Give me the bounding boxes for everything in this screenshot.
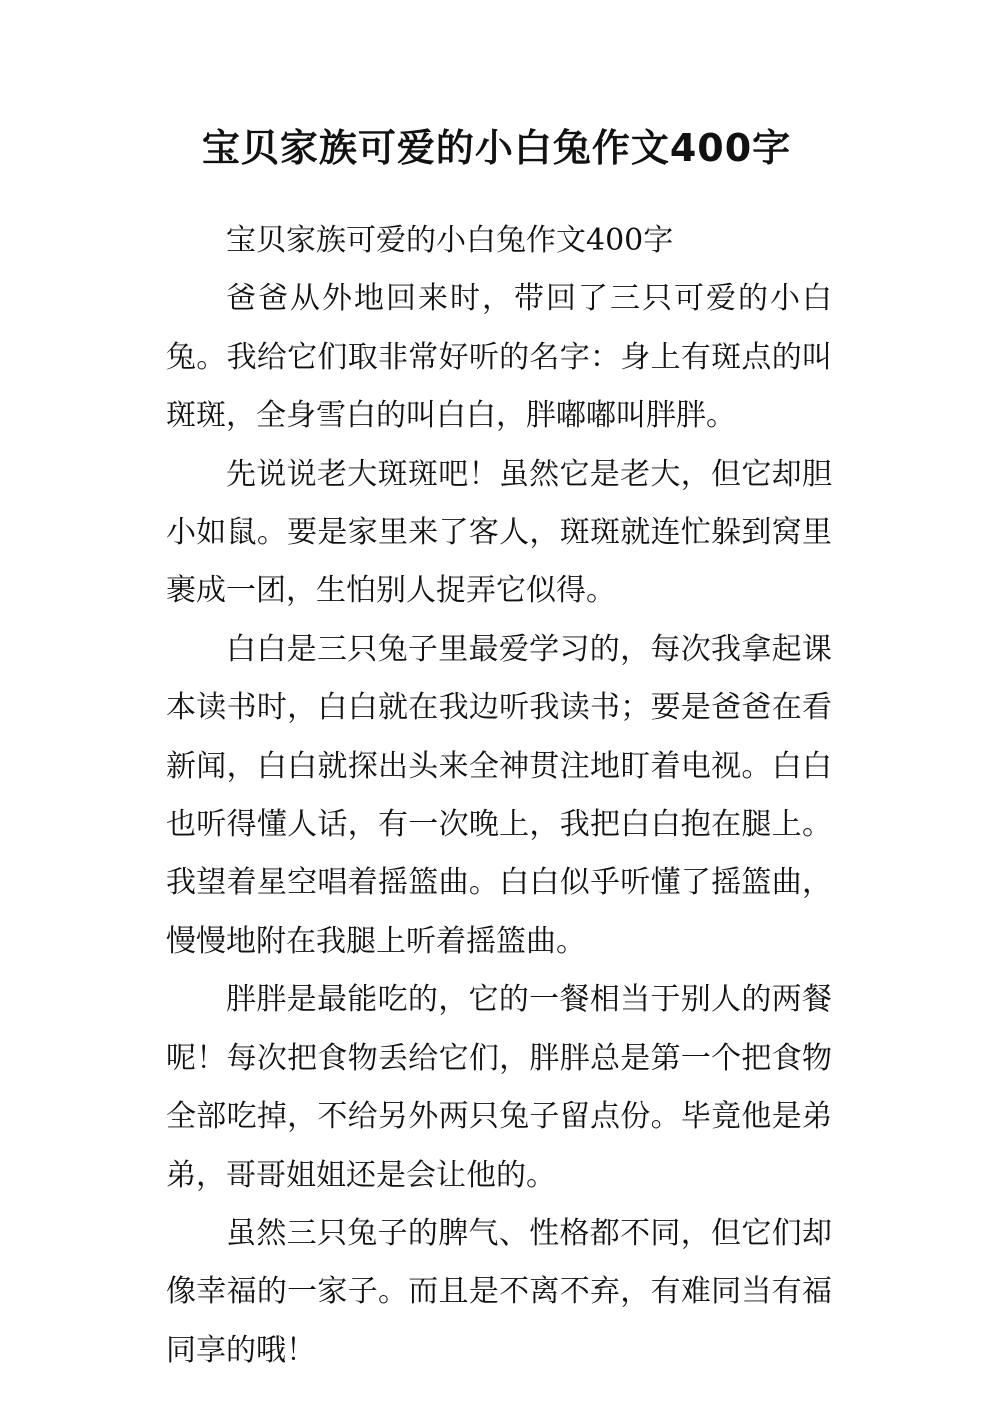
paragraph-subtitle: 宝贝家族可爱的小白兔作文400字 (226, 223, 674, 258)
document-body (166, 212, 832, 1380)
paragraph-conclusion: 虽然三只兔子的脾气、性格都不同，但它们却像幸福的一家子。而且是不离不弃，有难同当有福同享的哦！ (166, 1215, 832, 1368)
paragraph-pangpang: 胖胖是最能吃的，它的一餐相当于别人的两餐呢！每次把食物丢给它们，胖胖总是第一个把食物全部吃掉，不给另外两只兔子留点份。毕竟他是弟弟，哥哥姐姐还是会让他的。 (166, 982, 832, 1193)
document-title: 宝贝家族可爱的小白兔作文400字 (201, 126, 792, 170)
paragraph-banban: 先说说老大斑斑吧！虽然它是老大，但它却胆小如鼠。要是家里来了客人，斑斑就连忙躲到窝里裹成一团，生怕别人捉弄它似得。 (166, 456, 832, 609)
paragraph-baibai: 白白是三只兔子里最爱学习的，每次我拿起课本读书时，白白就在我边听我读书；要是爸爸在看新闻，白白就探出头来全神贯注地盯着电视。白白也听得懂人话，有一次晚上，我把白白抱在腿上。我望着星空唱着摇篮曲。白白似乎听懂了摇篮曲，慢慢地附在我腿上听着摇篮曲。 (166, 631, 832, 959)
paragraph-intro: 爸爸从外地回来时，带回了三只可爱的小白兔。我给它们取非常好听的名字：身上有斑点的叫斑斑，全身雪白的叫白白，胖嘟嘟叫胖胖。 (166, 281, 832, 434)
